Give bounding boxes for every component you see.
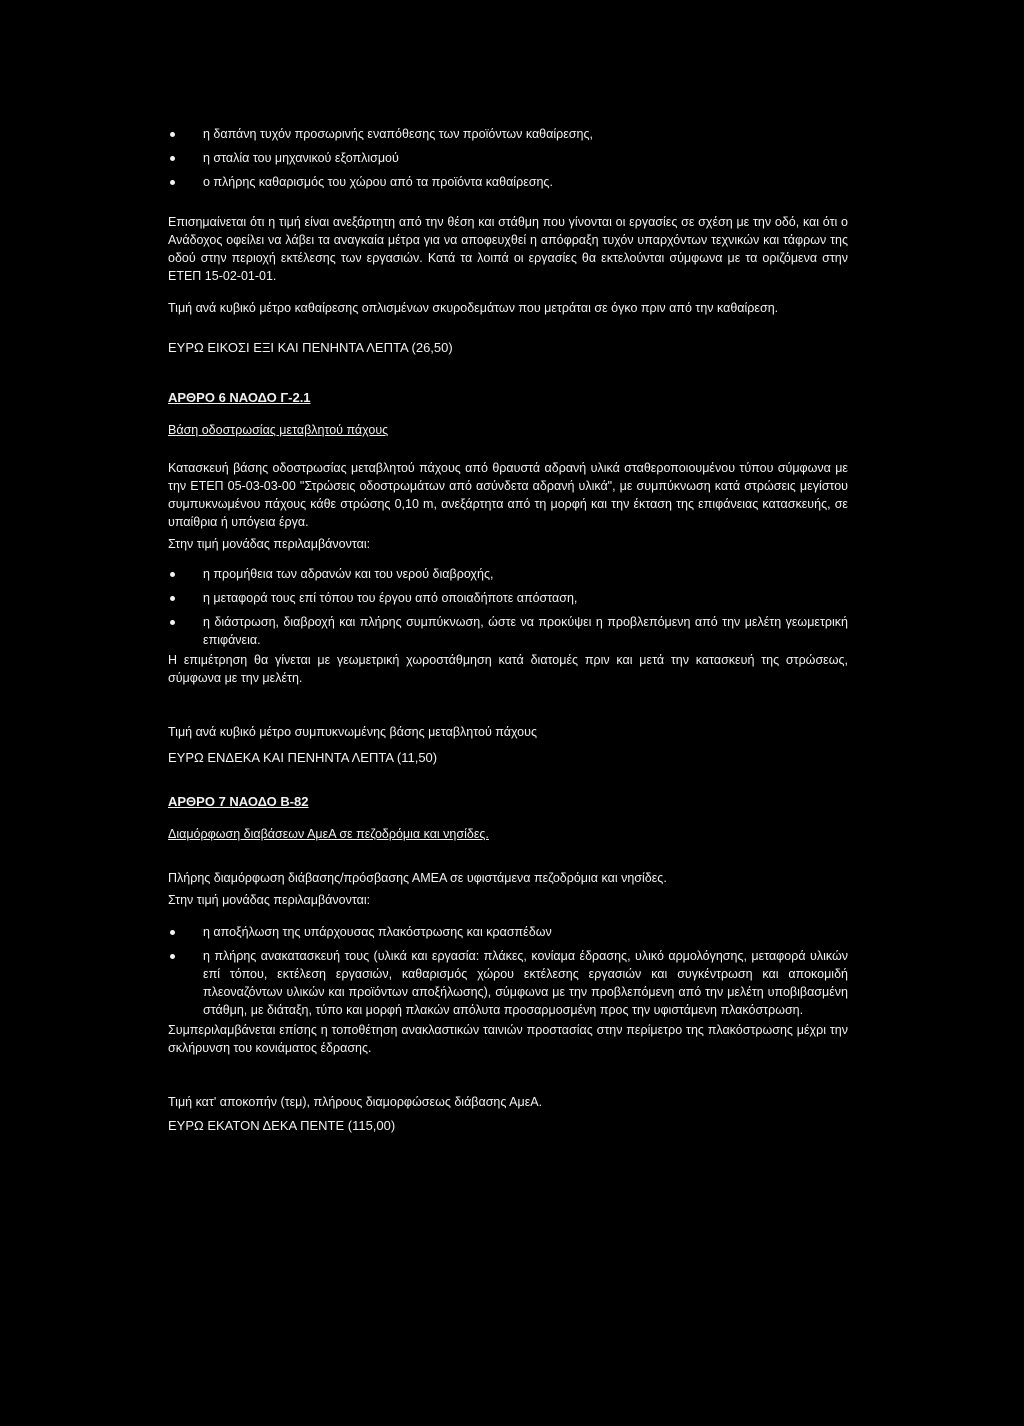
article-6-price: ΕΥΡΩ ΕΝΔΕΚΑ ΚΑΙ ΠΕΝΗΝΤΑ ΛΕΠΤΑ (11,50): [168, 750, 438, 765]
article-7-subheading: Διαμόρφωση διαβάσεων ΑμεΑ σε πεζοδρόμια και νησίδες.: [168, 827, 489, 841]
bullet-icon: [170, 954, 175, 959]
article-6-heading: ΑΡΘΡΟ 6 ΝΑΟΔΟ Γ-2.1: [168, 390, 311, 405]
article-6-includes-label: Στην τιμή μονάδας περιλαμβάνονται:: [168, 537, 371, 551]
unit-price-text-1: Τιμή ανά κυβικό μέτρο καθαίρεσης οπλισμένων σκυροδεμάτων που μετράται σε όγκο πριν από την καθαίρεση.: [168, 301, 779, 315]
bullet-icon: [170, 930, 175, 935]
article-7-unit-price-text: Τιμή κατ' αποκοπήν (τεμ), πλήρους διαμορφώσεως διάβασης ΑμεΑ.: [168, 1095, 543, 1109]
list-item: η μεταφορά τους επί τόπου του έργου από οποιαδήποτε απόσταση,: [168, 589, 848, 607]
document-content: [168, 125, 848, 1135]
article-7-also-included: Συμπεριλαμβάνεται επίσης η τοποθέτηση ανακλαστικών ταινιών προστασίας στην περίμετρο της πλακόστρωσης μέχρι την σκλήρυνση του κονιάματος έδρασης.: [168, 1023, 848, 1055]
bullet-icon: [170, 156, 175, 161]
list-item: η πλήρης ανακατασκευή τους (υλικά και εργασία: πλάκες, κονίαμα έδρασης, υλικό αρμολόγησης, μεταφορά υλικών επί τόπου, εκτέλεση εργασιών, καθαρισμός χώρου εκτέλεσης εργασιών και συγκέντρωση και αποκομιδή πλεοναζόντων υλικών και προϊόντων αποξήλωσης), σύμφωνα με την προβλεπόμενη από την μελέτη υποβιβασμένη στάθμη, με διάταξη, τύπο και μορφή πλακών απόλυτα προσαρμοσμένη προς την υφιστάμενη πλακόστρωση.: [168, 947, 848, 1019]
article-7-description: Πλήρης διαμόρφωση διάβασης/πρόσβασης ΑΜΕΑ σε υφιστάμενα πεζοδρόμια και νησίδες.: [168, 871, 667, 885]
bullet-icon: [170, 180, 175, 185]
list-item: η δαπάνη τυχόν προσωρινής εναπόθεσης των προϊόντων καθαίρεσης,: [168, 125, 848, 143]
article-7-includes-label: Στην τιμή μονάδας περιλαμβάνονται:: [168, 893, 371, 907]
bullet-icon: [170, 596, 175, 601]
list-item: η προμήθεια των αδρανών και του νερού διαβροχής,: [168, 565, 848, 583]
bullet-icon: [170, 620, 175, 625]
top-bullet-list: [168, 125, 848, 191]
bullet-icon: [170, 132, 175, 137]
price-1: ΕΥΡΩ ΕΙΚΟΣΙ ΕΞΙ ΚΑΙ ΠΕΝΗΝΤΑ ΛΕΠΤΑ (26,50): [168, 340, 453, 355]
article-7-bullet-list: [168, 923, 848, 1019]
list-item: η αποξήλωση της υπάρχουσας πλακόστρωσης και κρασπέδων: [168, 923, 848, 941]
list-item: η διάστρωση, διαβροχή και πλήρης συμπύκνωση, ώστε να προκύψει η προβλεπόμενη από την μελέτη γεωμετρική επιφάνεια.: [168, 613, 848, 649]
article-6-unit-price-text: Τιμή ανά κυβικό μέτρο συμπυκνωμένης βάσης μεταβλητού πάχους: [168, 725, 537, 739]
note-paragraph: Επισημαίνεται ότι η τιμή είναι ανεξάρτητη από την θέση και στάθμη που γίνονται οι εργασίες σε σχέση με την οδό, και ότι ο Ανάδοχος οφείλει να λάβει τα αναγκαία μέτρα για να αποφευχθεί η απόφραξη τυχόν υπαρχόντων τεχνικών και τάφρων της οδού στην περιοχή εκτέλεσης των εργασιών. Κατά τα λοιπά οι εργασίες θα εκτελούνται σύμφωνα με τα οριζόμενα στην ΕΤΕΠ 15-02-01-01.: [168, 215, 848, 283]
bullet-icon: [170, 572, 175, 577]
article-6-subheading: Βάση οδοστρωσίας μεταβλητού πάχους: [168, 423, 389, 437]
article-6-bullet-list: [168, 565, 848, 649]
article-6-measurement: Η επιμέτρηση θα γίνεται με γεωμετρική χωροστάθμηση κατά διατομές πριν και μετά την κατασκευή της στρώσεως, σύμφωνα με την μελέτη.: [168, 653, 848, 685]
list-item: ο πλήρης καθαρισμός του χώρου από τα προϊόντα καθαίρεσης.: [168, 173, 848, 191]
article-7-heading: ΑΡΘΡΟ 7 ΝΑΟΔΟ Β-82: [168, 794, 309, 809]
article-7-price: ΕΥΡΩ ΕΚΑΤΟΝ ΔΕΚΑ ΠΕΝΤΕ (115,00): [168, 1118, 396, 1133]
article-6-description: Κατασκευή βάσης οδοστρωσίας μεταβλητού πάχους από θραυστά αδρανή υλικά σταθεροποιουμένου τύπου σύμφωνα με την ΕΤΕΠ 05-03-03-00 "Στρώσεις οδοστρωμάτων από ασύνδετα αδρανή υλικά", με συμπύκνωση κατά στρώσεις μεγίστου συμπυκνωμένου πάχους κάθε στρώσης 0,10 m, ανεξάρτητα από τη μορφή και την έκταση της επιφάνειας κατασκευής, σε υπαίθρια ή υπόγεια έργα.: [168, 461, 848, 529]
list-item: η σταλία του μηχανικού εξοπλισμού: [168, 149, 848, 167]
